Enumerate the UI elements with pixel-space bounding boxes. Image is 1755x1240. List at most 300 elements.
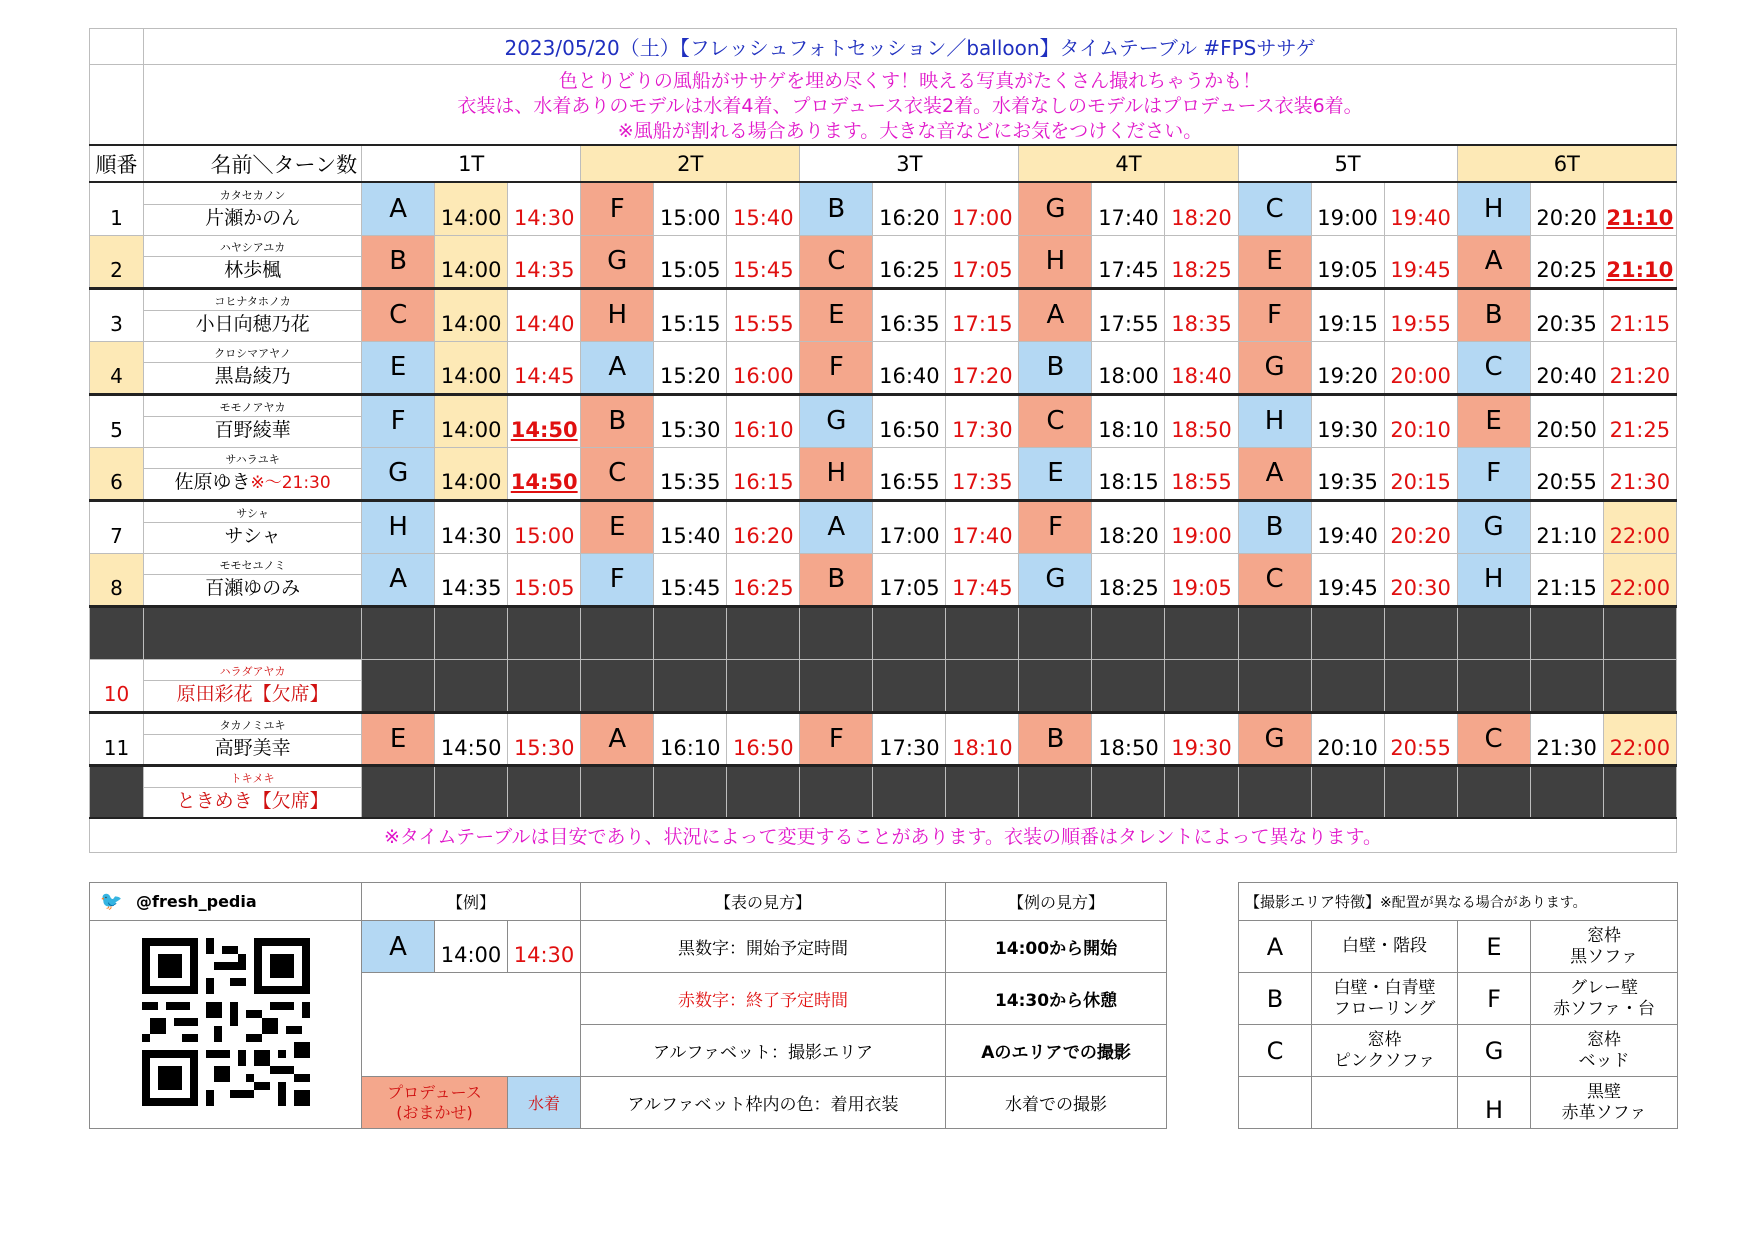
end-time: 16:20 xyxy=(727,500,800,553)
model-name-cell xyxy=(144,288,362,341)
intro-text xyxy=(144,65,1677,146)
start-time: 21:10 xyxy=(1530,500,1603,553)
table-row xyxy=(90,712,1677,765)
empty-cell xyxy=(1384,765,1457,818)
start-time: 14:00 xyxy=(435,447,508,500)
area-cell: G xyxy=(581,235,654,288)
row-number: 2 xyxy=(90,235,144,288)
footer-note-row xyxy=(90,818,1677,852)
area-description: 窓枠 ベッド xyxy=(1531,1025,1678,1077)
start-time: 17:55 xyxy=(1092,288,1165,341)
area-cell: H xyxy=(800,447,873,500)
start-time: 15:30 xyxy=(654,394,727,447)
legend-produce-swatch: プロデュース (おまかせ) xyxy=(362,1077,508,1129)
legend-empty-cell xyxy=(362,973,581,1077)
area-header xyxy=(1239,883,1678,921)
start-time: 20:40 xyxy=(1530,341,1603,394)
table-row xyxy=(90,394,1677,447)
area-cell: A xyxy=(800,500,873,553)
area-cell: F xyxy=(800,341,873,394)
area-cell: F xyxy=(581,553,654,606)
empty-cell xyxy=(1238,659,1311,712)
model-kana: サハラユキ xyxy=(144,451,361,469)
model-name-cell xyxy=(144,712,362,765)
twitter-cell xyxy=(90,883,362,921)
empty-cell xyxy=(654,606,727,659)
end-time: 17:35 xyxy=(946,447,1019,500)
empty-cell xyxy=(727,765,800,818)
legend-example-start: 14:00 xyxy=(435,921,508,973)
empty-cell xyxy=(1165,765,1238,818)
area-cell: A xyxy=(362,182,435,235)
model-name: 林歩楓 xyxy=(224,259,282,281)
start-time: 17:05 xyxy=(873,553,946,606)
end-time: 17:40 xyxy=(946,500,1019,553)
legend-howto-label: アルファベット：撮影エリア xyxy=(581,1025,946,1077)
area-cell: C xyxy=(1019,394,1092,447)
empty-cell xyxy=(946,765,1019,818)
area-cell: B xyxy=(800,182,873,235)
twitter-bird-icon: 🐦 xyxy=(100,891,123,912)
empty-cell xyxy=(1165,659,1238,712)
end-time: 21:30 xyxy=(1603,447,1676,500)
end-time: 15:05 xyxy=(508,553,581,606)
area-cell: B xyxy=(1019,341,1092,394)
start-time: 21:30 xyxy=(1530,712,1603,765)
legend-example-end: 14:30 xyxy=(508,921,581,973)
area-cell: G xyxy=(362,447,435,500)
table-row xyxy=(90,659,1677,712)
start-time: 14:00 xyxy=(435,394,508,447)
model-kana: ハヤシアユカ xyxy=(144,239,361,257)
end-time: 16:00 xyxy=(727,341,800,394)
empty-cell xyxy=(727,659,800,712)
area-cell: A xyxy=(581,712,654,765)
model-kana: ハラダアヤカ xyxy=(144,663,361,681)
area-cell: A xyxy=(1238,447,1311,500)
start-time: 16:50 xyxy=(873,394,946,447)
empty-cell xyxy=(1019,765,1092,818)
area-cell: H xyxy=(581,288,654,341)
model-name: 黒島綾乃 xyxy=(214,365,291,387)
start-time: 17:40 xyxy=(1092,182,1165,235)
row-number: 3 xyxy=(90,288,144,341)
start-time: 18:50 xyxy=(1092,712,1165,765)
empty-cell xyxy=(1457,606,1530,659)
end-time: 17:00 xyxy=(946,182,1019,235)
area-cell: E xyxy=(1019,447,1092,500)
start-time: 17:30 xyxy=(873,712,946,765)
end-time: 15:40 xyxy=(727,182,800,235)
page-title: 2023/05/20（土）【フレッシュフォトセッション／balloon】タイムテーブル #FPSササゲ xyxy=(144,29,1677,65)
empty-cell xyxy=(1530,659,1603,712)
end-time: 17:30 xyxy=(946,394,1019,447)
area-description: 黒壁 赤革ソファ xyxy=(1531,1077,1678,1129)
area-cell: C xyxy=(1457,341,1530,394)
start-time: 18:25 xyxy=(1092,553,1165,606)
empty-cell xyxy=(581,659,654,712)
empty-cell xyxy=(508,765,581,818)
model-name-cell xyxy=(144,341,362,394)
model-name-cell xyxy=(144,765,362,818)
area-cell: A xyxy=(1019,288,1092,341)
empty-cell xyxy=(727,606,800,659)
start-time: 18:15 xyxy=(1092,447,1165,500)
end-time: 14:40 xyxy=(508,288,581,341)
start-time: 14:35 xyxy=(435,553,508,606)
model-name-line xyxy=(144,575,361,601)
area-cell: B xyxy=(1457,288,1530,341)
model-name-line xyxy=(144,735,361,761)
legend-table xyxy=(89,882,1167,1129)
empty-cell xyxy=(1603,659,1676,712)
area-cell: C xyxy=(581,447,654,500)
area-cell: A xyxy=(362,553,435,606)
area-cell: B xyxy=(800,553,873,606)
table-row xyxy=(90,500,1677,553)
model-name-line xyxy=(144,205,361,231)
start-time: 14:00 xyxy=(435,341,508,394)
area-cell: G xyxy=(1238,712,1311,765)
empty-cell xyxy=(362,659,435,712)
end-time: 21:10 xyxy=(1603,235,1676,288)
start-time: 19:45 xyxy=(1311,553,1384,606)
area-cell: G xyxy=(1457,500,1530,553)
area-cell: F xyxy=(362,394,435,447)
area-header-title: 【撮影エリア特徴】 xyxy=(1245,893,1381,911)
model-name: 小日向穂乃花 xyxy=(195,313,310,335)
end-time: 20:55 xyxy=(1384,712,1457,765)
area-cell: B xyxy=(1019,712,1092,765)
empty-cell xyxy=(1092,606,1165,659)
area-cell: E xyxy=(1238,235,1311,288)
end-time: 18:50 xyxy=(1165,394,1238,447)
end-time: 22:00 xyxy=(1603,712,1676,765)
area-cell: E xyxy=(362,341,435,394)
empty-cell xyxy=(508,606,581,659)
model-kana: コヒナタホノカ xyxy=(144,293,361,311)
qr-code[interactable] xyxy=(142,938,310,1106)
model-name: ときめき【欠席】 xyxy=(176,789,329,812)
end-time: 15:55 xyxy=(727,288,800,341)
area-cell: E xyxy=(581,500,654,553)
start-time: 20:10 xyxy=(1311,712,1384,765)
table-row xyxy=(90,288,1677,341)
legend-howto-label: 赤数字：終了予定時間 xyxy=(581,973,946,1025)
start-time: 16:55 xyxy=(873,447,946,500)
start-time: 20:20 xyxy=(1530,182,1603,235)
area-cell: A xyxy=(1457,235,1530,288)
area-description: グレー壁 赤ソファ・台 xyxy=(1531,973,1678,1025)
start-time: 19:35 xyxy=(1311,447,1384,500)
timetable xyxy=(89,28,1677,853)
empty-cell xyxy=(1530,765,1603,818)
start-time: 17:00 xyxy=(873,500,946,553)
start-time: 14:50 xyxy=(435,712,508,765)
empty-cell xyxy=(1311,765,1384,818)
empty-cell xyxy=(1019,659,1092,712)
start-time: 18:00 xyxy=(1092,341,1165,394)
end-time: 18:10 xyxy=(946,712,1019,765)
start-time: 15:05 xyxy=(654,235,727,288)
end-time: 21:15 xyxy=(1603,288,1676,341)
start-time: 16:35 xyxy=(873,288,946,341)
end-time: 15:00 xyxy=(508,500,581,553)
model-name-line xyxy=(144,469,361,496)
end-time: 18:20 xyxy=(1165,182,1238,235)
model-name-line xyxy=(144,311,361,337)
model-kana: トキメキ xyxy=(144,770,361,788)
end-time: 18:35 xyxy=(1165,288,1238,341)
start-time: 16:25 xyxy=(873,235,946,288)
area-cell: C xyxy=(800,235,873,288)
model-name: 百野綾華 xyxy=(214,419,291,441)
empty-cell xyxy=(654,659,727,712)
area-letter: C xyxy=(1239,1025,1312,1077)
legend-example-header: 【例】 xyxy=(362,883,581,921)
end-time: 16:25 xyxy=(727,553,800,606)
start-time: 19:30 xyxy=(1311,394,1384,447)
row-number: 4 xyxy=(90,341,144,394)
area-cell: F xyxy=(581,182,654,235)
end-time: 18:40 xyxy=(1165,341,1238,394)
start-time: 19:15 xyxy=(1311,288,1384,341)
footer-note: ※タイムテーブルは目安であり、状況によって変更することがあります。衣装の順番はタレントによって異なります。 xyxy=(90,818,1677,852)
empty-cell xyxy=(90,606,144,659)
start-time: 21:15 xyxy=(1530,553,1603,606)
start-time: 15:20 xyxy=(654,341,727,394)
area-cell: E xyxy=(800,288,873,341)
area-letter: B xyxy=(1239,973,1312,1025)
legend-howto-header: 【表の見方】 xyxy=(581,883,946,921)
row-number: 11 xyxy=(90,712,144,765)
area-cell: F xyxy=(1019,500,1092,553)
area-description: 白壁・階段 xyxy=(1312,921,1458,973)
model-note: ※～21:30 xyxy=(250,472,331,493)
area-cell: G xyxy=(1019,182,1092,235)
row-number: 6 xyxy=(90,447,144,500)
corner-cell xyxy=(90,65,144,146)
row-number: 1 xyxy=(90,182,144,235)
start-time: 19:00 xyxy=(1311,182,1384,235)
model-name-line xyxy=(144,523,361,549)
table-row xyxy=(90,341,1677,394)
empty-cell xyxy=(1092,765,1165,818)
start-time: 15:40 xyxy=(654,500,727,553)
model-name-line xyxy=(144,788,361,814)
header-turn-1: 1T xyxy=(362,145,581,182)
area-cell: B xyxy=(362,235,435,288)
area-header-note: ※配置が異なる場合があります。 xyxy=(1380,895,1587,911)
start-time: 15:45 xyxy=(654,553,727,606)
model-name-cell xyxy=(144,553,362,606)
empty-cell xyxy=(873,659,946,712)
empty-cell xyxy=(873,765,946,818)
area-cell: H xyxy=(1238,394,1311,447)
area-description: 白壁・白青壁 フローリング xyxy=(1312,973,1458,1025)
end-time: 20:20 xyxy=(1384,500,1457,553)
row-number: 8 xyxy=(90,553,144,606)
area-letter: H xyxy=(1458,1077,1531,1129)
area-cell: C xyxy=(1238,553,1311,606)
start-time: 20:50 xyxy=(1530,394,1603,447)
empty-cell xyxy=(800,659,873,712)
end-time: 16:15 xyxy=(727,447,800,500)
empty-cell xyxy=(873,606,946,659)
legend-howto-example: 14:00から開始 xyxy=(946,921,1167,973)
empty-cell xyxy=(508,659,581,712)
end-time: 16:10 xyxy=(727,394,800,447)
area-cell: B xyxy=(1238,500,1311,553)
empty-cell xyxy=(1092,659,1165,712)
empty-cell xyxy=(435,606,508,659)
model-name-line xyxy=(144,417,361,443)
start-time: 16:40 xyxy=(873,341,946,394)
empty-cell xyxy=(1311,606,1384,659)
end-time: 19:40 xyxy=(1384,182,1457,235)
legend-swimsuit-swatch: 水着 xyxy=(508,1077,581,1129)
area-cell: H xyxy=(1457,182,1530,235)
area-cell: G xyxy=(1238,341,1311,394)
empty-cell xyxy=(1311,659,1384,712)
end-time: 15:45 xyxy=(727,235,800,288)
area-cell: H xyxy=(1019,235,1092,288)
empty-cell xyxy=(1530,606,1603,659)
end-time: 19:05 xyxy=(1165,553,1238,606)
end-time: 20:15 xyxy=(1384,447,1457,500)
start-time: 14:00 xyxy=(435,288,508,341)
end-time: 20:30 xyxy=(1384,553,1457,606)
area-letter: G xyxy=(1458,1025,1531,1077)
empty-cell xyxy=(800,765,873,818)
row-number: 7 xyxy=(90,500,144,553)
intro-line: ※風船が割れる場合あります。大きな音などにお気をつけください。 xyxy=(617,120,1203,142)
model-name: サシャ xyxy=(224,525,281,547)
empty-cell xyxy=(1603,606,1676,659)
table-row xyxy=(90,447,1677,500)
start-time: 14:30 xyxy=(435,500,508,553)
row-number: 5 xyxy=(90,394,144,447)
start-time: 15:00 xyxy=(654,182,727,235)
empty-cell xyxy=(1384,606,1457,659)
header-turn-2: 2T xyxy=(581,145,800,182)
area-cell: F xyxy=(800,712,873,765)
empty-cell xyxy=(946,606,1019,659)
table-row xyxy=(90,606,1677,659)
area-cell: G xyxy=(800,394,873,447)
header-name-turns: 名前＼ターン数 xyxy=(144,145,362,182)
area-description xyxy=(1312,1077,1458,1129)
start-time: 16:10 xyxy=(654,712,727,765)
model-name-cell xyxy=(144,182,362,235)
start-time: 20:55 xyxy=(1530,447,1603,500)
end-time: 15:30 xyxy=(508,712,581,765)
table-row xyxy=(90,235,1677,288)
model-kana: モモノアヤカ xyxy=(144,399,361,417)
legend-howto-label: 黒数字：開始予定時間 xyxy=(581,921,946,973)
model-kana: モモセユノミ xyxy=(144,557,361,575)
area-cell: B xyxy=(581,394,654,447)
end-time: 21:20 xyxy=(1603,341,1676,394)
header-order: 順番 xyxy=(90,145,144,182)
start-time: 14:00 xyxy=(435,235,508,288)
start-time: 14:00 xyxy=(435,182,508,235)
model-name-line xyxy=(144,257,361,283)
legend-example-howto-header: 【例の見方】 xyxy=(946,883,1167,921)
empty-cell xyxy=(435,765,508,818)
empty-cell xyxy=(1238,606,1311,659)
area-cell: F xyxy=(1238,288,1311,341)
twitter-handle[interactable]: @fresh_pedia xyxy=(136,892,257,911)
header-turn-3: 3T xyxy=(800,145,1019,182)
header-turn-5: 5T xyxy=(1238,145,1457,182)
intro-line: 色とりどりの風船がササゲを埋め尽くす！映える写真がたくさん撮れちゃうかも！ xyxy=(558,70,1262,92)
model-kana: カタセカノン xyxy=(144,187,361,205)
empty-cell xyxy=(654,765,727,818)
area-cell: H xyxy=(1457,553,1530,606)
start-time: 20:25 xyxy=(1530,235,1603,288)
start-time: 15:35 xyxy=(654,447,727,500)
end-time: 18:55 xyxy=(1165,447,1238,500)
empty-cell xyxy=(581,765,654,818)
empty-cell xyxy=(144,606,362,659)
end-time: 19:00 xyxy=(1165,500,1238,553)
area-cell: C xyxy=(1457,712,1530,765)
legend-howto-example: 14:30から休憩 xyxy=(946,973,1167,1025)
area-letter xyxy=(1239,1077,1312,1129)
area-cell: E xyxy=(1457,394,1530,447)
end-time: 22:00 xyxy=(1603,500,1676,553)
intro-line: 衣装は、水着ありのモデルは水着4着、プロデュース衣装2着。水着なしのモデルはプロデュース衣装6着。 xyxy=(457,95,1363,117)
end-time: 21:25 xyxy=(1603,394,1676,447)
end-time: 20:10 xyxy=(1384,394,1457,447)
model-name-line xyxy=(144,681,361,707)
table-row xyxy=(90,553,1677,606)
empty-cell xyxy=(362,765,435,818)
model-name: 百瀬ゆのみ xyxy=(205,577,301,599)
start-time: 16:20 xyxy=(873,182,946,235)
end-time: 17:15 xyxy=(946,288,1019,341)
model-name-line xyxy=(144,363,361,389)
row-number xyxy=(90,765,144,818)
end-time: 18:25 xyxy=(1165,235,1238,288)
area-cell: F xyxy=(1457,447,1530,500)
area-cell: G xyxy=(1019,553,1092,606)
legend-example-area: A xyxy=(362,921,435,973)
end-time: 17:05 xyxy=(946,235,1019,288)
model-kana: クロシマアヤノ xyxy=(144,345,361,363)
table-row xyxy=(90,182,1677,235)
area-features-table xyxy=(1238,882,1678,1129)
header-turn-6: 6T xyxy=(1457,145,1676,182)
end-time: 19:55 xyxy=(1384,288,1457,341)
area-cell: E xyxy=(362,712,435,765)
empty-cell xyxy=(1165,606,1238,659)
end-time: 19:30 xyxy=(1165,712,1238,765)
end-time: 17:20 xyxy=(946,341,1019,394)
model-name: 高野美幸 xyxy=(214,736,291,759)
end-time: 14:45 xyxy=(508,341,581,394)
model-name-cell xyxy=(144,235,362,288)
empty-cell xyxy=(362,606,435,659)
start-time: 18:20 xyxy=(1092,500,1165,553)
model-name: 原田彩花【欠席】 xyxy=(176,683,329,705)
empty-cell xyxy=(1384,659,1457,712)
table-row xyxy=(90,765,1677,818)
header-turn-4: 4T xyxy=(1019,145,1238,182)
area-cell: H xyxy=(362,500,435,553)
empty-cell xyxy=(1457,659,1530,712)
